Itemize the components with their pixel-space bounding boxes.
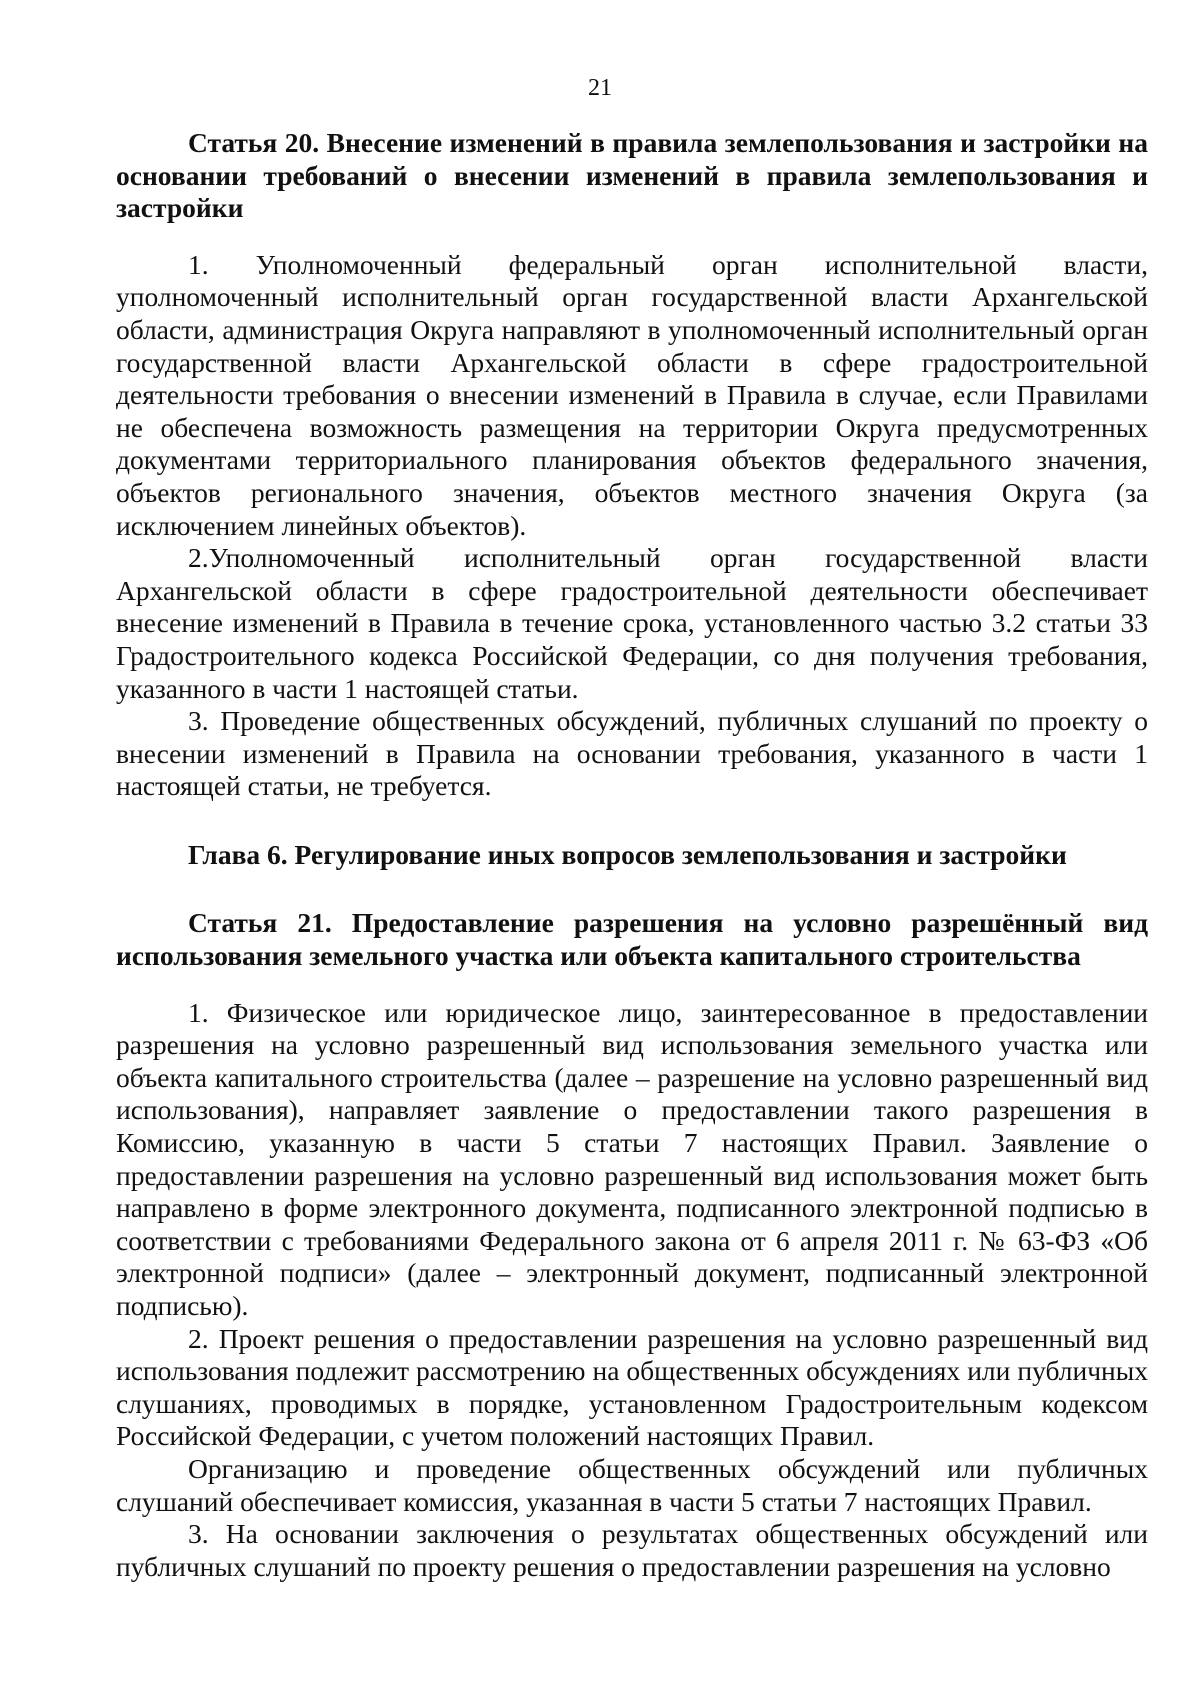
article-21-paragraph-2: 2. Проект решения о предоставлении разрешения на условно разрешенный вид использования подлежит рассмотрению на общественных обсуждениях или публичных слушаниях, проводимых в порядке, установленном Градостроительным кодексом Российской Федерации, с учетом положений настоящих Правил. (116, 1322, 1148, 1452)
article-21-title: Статья 21. Предоставление разрешения на условно разрешённый вид использования земельного участка или объекта капитального строительства (116, 907, 1148, 972)
article-20-paragraph-1: 1. Уполномоченный федеральный орган исполнительной власти, уполномоченный исполнительный орган государственной власти Архангельской области, администрация Округа направляют в уполномоченный исполнительный орган государственной власти Архангельской области в сфере градостроительной деятельности требования о внесении изменений в Правила в случае, если Правилами не обеспечена возможность размещения на территории Округа предусмотренных документами территориального планирования объектов федерального значения, объектов регионального значения, объектов местного значения Округа (за исключением линейных объектов). (116, 248, 1148, 541)
article-21-paragraph-3: 3. На основании заключения о результатах общественных обсуждений или публичных слушаний по проекту решения о предоставлении разрешения на условно (116, 1518, 1148, 1582)
chapter-6-title: Глава 6. Регулирование иных вопросов землепользования и застройки (188, 838, 1067, 870)
document-body (116, 127, 1148, 1583)
article-21-paragraph-2b: Организацию и проведение общественных обсуждений или публичных слушаний обеспечивает комиссия, указанная в части 5 статьи 7 настоящих Правил. (116, 1452, 1148, 1517)
article-21-paragraph-1: 1. Физическое или юридическое лицо, заинтересованное в предоставлении разрешения на условно разрешенный вид использования земельного участка или объекта капитального строительства (далее – разрешение на условно разрешенный вид использования), направляет заявление о предоставлении такого разрешения в Комиссию, указанную в части 5 статьи 7 настоящих Правил. Заявление о предоставлении разрешения на условно разрешенный вид использования может быть направлено в форме электронного документа, подписанного электронной подписью в соответствии с требованиями Федерального закона от 6 апреля 2011 г. № 63-ФЗ «Об электронной подписи» (далее – электронный документ, подписанный электронной подписью). (116, 996, 1148, 1321)
article-20-title: Статья 20. Внесение изменений в правила землепользования и застройки на основании требований о внесении изменений в правила землепользования и застройки (116, 127, 1148, 224)
page-number: 21 (588, 75, 612, 101)
article-20-paragraph-2: 2.Уполномоченный исполнительный орган государственной власти Архангельской области в сфере градостроительной деятельности обеспечивает внесение изменений в Правила в течение срока, установленного частью 3.2 статьи 33 Градостроительного кодекса Российской Федерации, со дня получения требования, указанного в части 1 настоящей статьи. (116, 542, 1148, 704)
article-20-paragraph-3: 3. Проведение общественных обсуждений, публичных слушаний по проекту о внесении изменений в Правила на основании требования, указанного в части 1 настоящей статьи, не требуется. (116, 705, 1148, 802)
